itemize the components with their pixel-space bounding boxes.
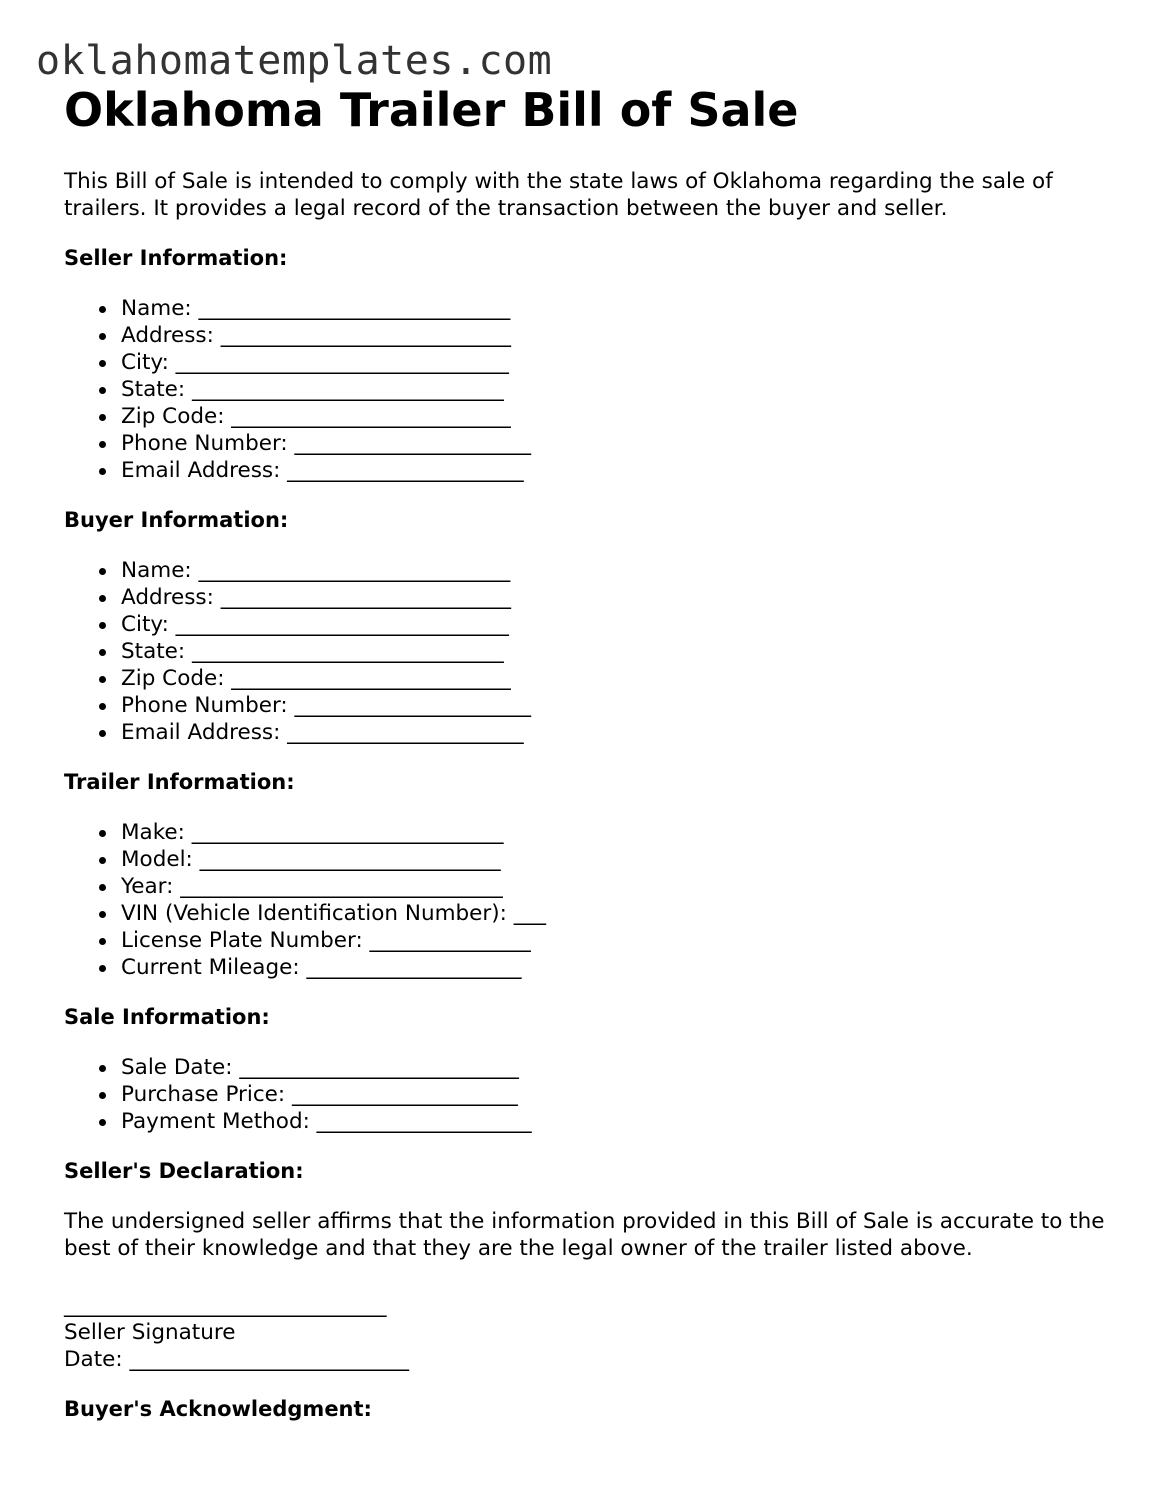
trailer-plate-field[interactable]: License Plate Number: _______________ <box>121 927 1124 954</box>
buyer-zip-field[interactable]: Zip Code: __________________________ <box>121 665 1124 692</box>
buyer-fields <box>64 557 1124 746</box>
trailer-model-field[interactable]: Model: ____________________________ <box>121 846 1124 873</box>
intro-paragraph: This Bill of Sale is intended to comply with the state laws of Oklahoma regarding the sale of trailers. It provides a legal record of the transaction between the buyer and seller. <box>64 169 1053 221</box>
declaration-heading: Seller's Declaration: <box>64 1159 304 1183</box>
sale-heading: Sale Information: <box>64 1005 270 1029</box>
seller-address-field[interactable]: Address: ___________________________ <box>121 322 1124 349</box>
document-body <box>64 82 1124 1423</box>
trailer-mileage-field[interactable]: Current Mileage: ____________________ <box>121 954 1124 981</box>
declaration-text: The undersigned seller affirms that the information provided in this Bill of Sale is accurate to the best of their knowledge and that they are the legal owner of the trailer listed above. <box>64 1209 1105 1261</box>
seller-state-field[interactable]: State: _____________________________ <box>121 376 1124 403</box>
seller-zip-field[interactable]: Zip Code: __________________________ <box>121 403 1124 430</box>
trailer-year-field[interactable]: Year: ______________________________ <box>121 873 1124 900</box>
seller-signature-date-field[interactable]: Date: __________________________ <box>64 1347 409 1372</box>
payment-method-field[interactable]: Payment Method: ____________________ <box>121 1108 1124 1135</box>
buyer-state-field[interactable]: State: _____________________________ <box>121 638 1124 665</box>
trailer-make-field[interactable]: Make: _____________________________ <box>121 819 1124 846</box>
seller-phone-field[interactable]: Phone Number: ______________________ <box>121 430 1124 457</box>
buyer-name-field[interactable]: Name: _____________________________ <box>121 557 1124 584</box>
buyer-heading: Buyer Information: <box>64 508 289 532</box>
trailer-heading: Trailer Information: <box>64 770 295 794</box>
seller-name-field[interactable]: Name: _____________________________ <box>121 295 1124 322</box>
seller-signature-block <box>64 1292 1124 1373</box>
seller-email-field[interactable]: Email Address: ______________________ <box>121 457 1124 484</box>
buyer-city-field[interactable]: City: _______________________________ <box>121 611 1124 638</box>
document-title: Oklahoma Trailer Bill of Sale <box>64 83 799 137</box>
sale-date-field[interactable]: Sale Date: __________________________ <box>121 1054 1124 1081</box>
buyer-email-field[interactable]: Email Address: ______________________ <box>121 719 1124 746</box>
sale-fields <box>64 1054 1124 1135</box>
seller-signature-label: Seller Signature <box>64 1320 236 1345</box>
acknowledgment-heading: Buyer's Acknowledgment: <box>64 1397 372 1421</box>
buyer-address-field[interactable]: Address: ___________________________ <box>121 584 1124 611</box>
trailer-fields <box>64 819 1124 981</box>
seller-city-field[interactable]: City: _______________________________ <box>121 349 1124 376</box>
trailer-vin-field[interactable]: VIN (Vehicle Identification Number): ___ <box>121 900 1124 927</box>
site-watermark: oklahomatemplates.com <box>36 38 553 84</box>
purchase-price-field[interactable]: Purchase Price: _____________________ <box>121 1081 1124 1108</box>
seller-fields <box>64 295 1124 484</box>
buyer-phone-field[interactable]: Phone Number: ______________________ <box>121 692 1124 719</box>
seller-heading: Seller Information: <box>64 246 288 270</box>
seller-signature-line[interactable]: ______________________________ <box>64 1293 387 1318</box>
